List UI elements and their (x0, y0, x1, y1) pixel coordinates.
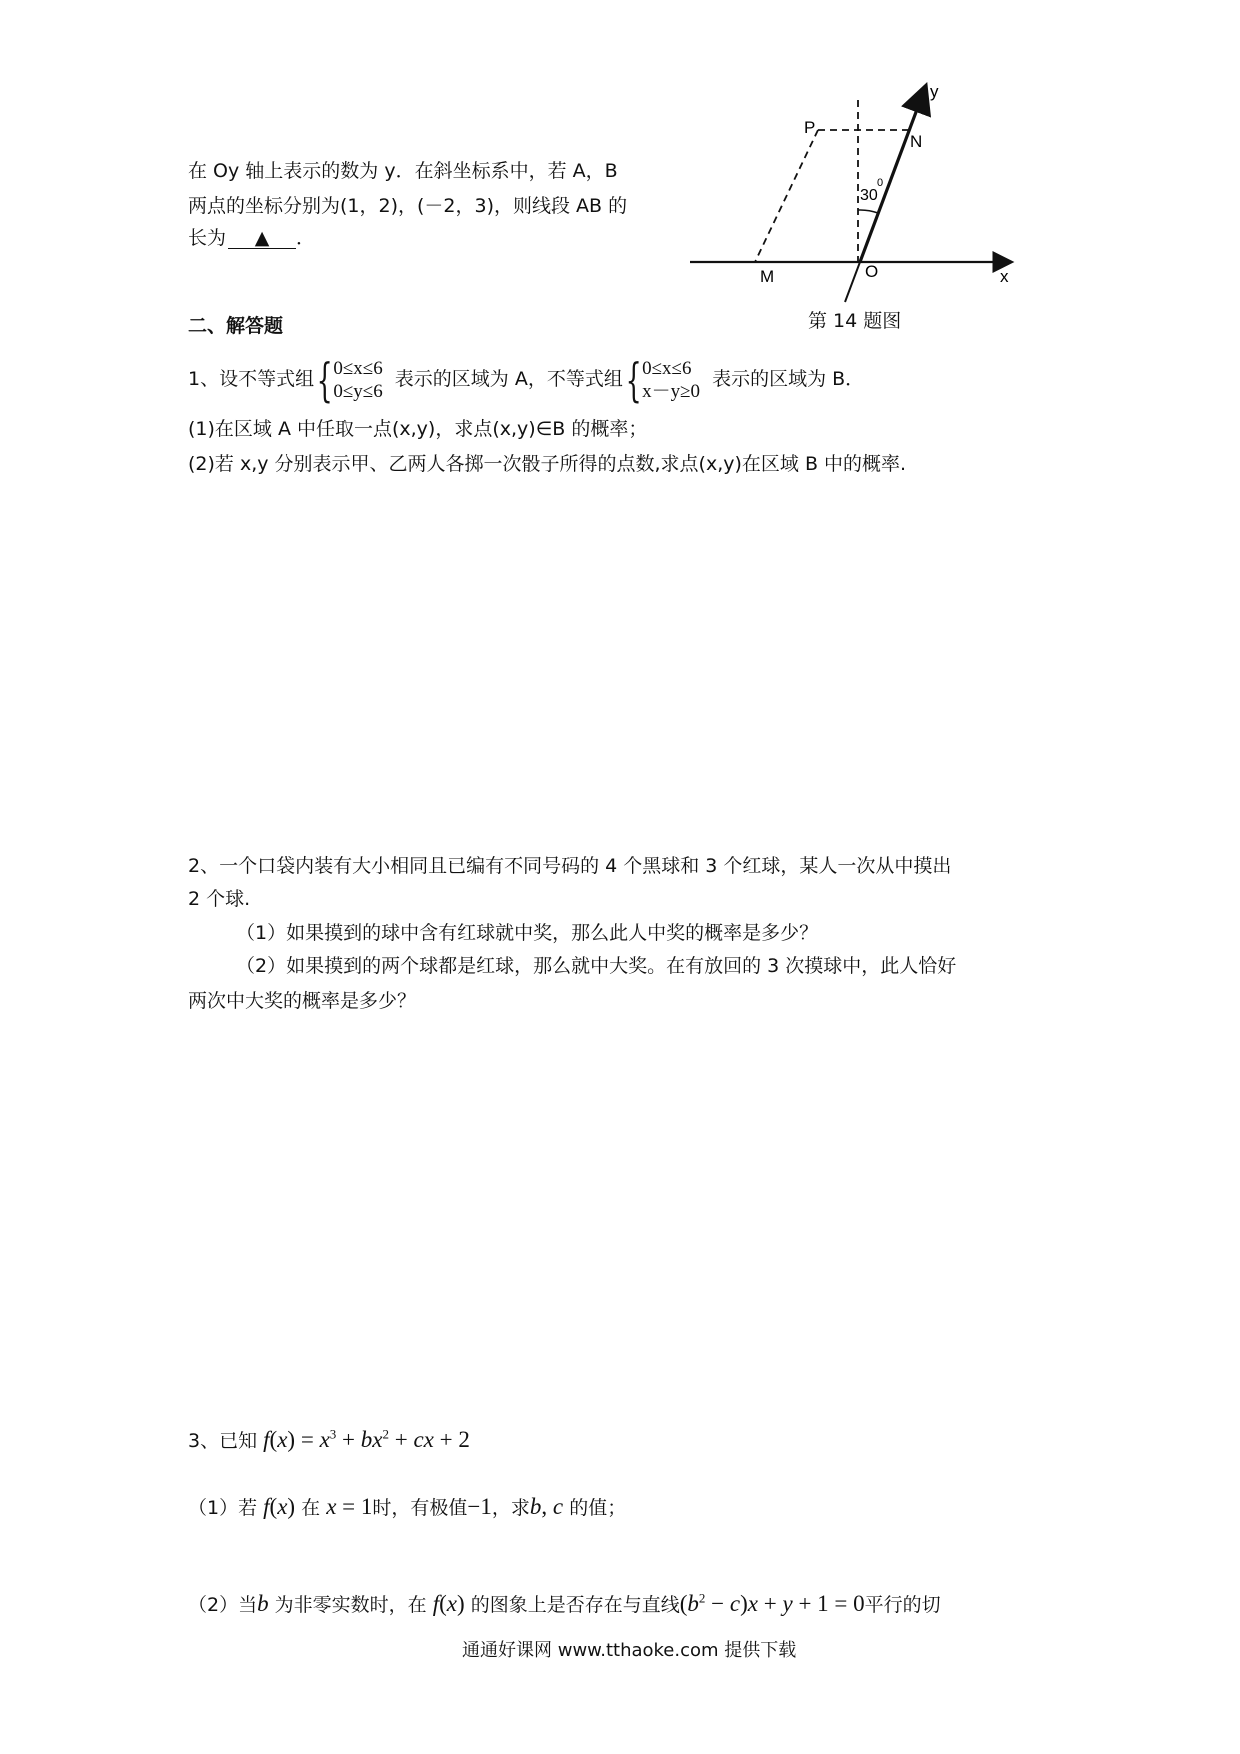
section-title: 二、解答题 (188, 315, 284, 337)
triangle-icon: ▲ (254, 227, 270, 249)
pm-dashed-line (755, 130, 818, 262)
label-x: x (1000, 267, 1009, 286)
p3-q2-mid2: 的图象上是否存在与直线 (470, 1594, 680, 1616)
q14-line-3 (188, 223, 315, 250)
label-o: O (865, 262, 879, 281)
system-b-ineq-1: 0≤x≤6 (642, 357, 692, 379)
answer-blank (228, 229, 296, 249)
left-brace-icon: { (625, 352, 642, 407)
q14-line-3-prefix: 长为 (188, 227, 227, 249)
p3-prefix: 3、已知 (188, 1430, 258, 1452)
problem-2-part-2-line-2: 两次中大奖的概率是多少？ (188, 990, 417, 1012)
problem-3-statement (188, 1426, 470, 1453)
p3-q1-pre: （1）若 (188, 1497, 258, 1519)
label-y: y (930, 82, 939, 101)
left-brace-icon: { (316, 352, 333, 407)
formula-b: b (257, 1591, 269, 1616)
angle-arc (858, 210, 878, 213)
p3-q2-post: 平行的切 (864, 1594, 941, 1616)
system-a-ineq-2: 0≤y≤6 (333, 380, 383, 402)
formula-b-c: b, c (529, 1494, 564, 1519)
figure-caption: 第 14 题图 (808, 310, 902, 332)
formula-fx: f(x) (263, 1494, 296, 1519)
p3-q2-pre: （2）当 (188, 1594, 258, 1616)
system-b-ineq-2: x－y≥0 (642, 380, 701, 402)
p1-suffix: 表示的区域为 B． (712, 368, 865, 390)
q14-line-2: 两点的坐标分别为(1，2)，(－2，3)，则线段 AB 的 (188, 195, 628, 217)
degree-mark: 0 (877, 177, 884, 189)
p3-q1-mid1: 在 (301, 1497, 321, 1519)
p1-middle: 表示的区域为 A，不等式组 (394, 368, 623, 390)
p3-q2-mid1: 为非零实数时，在 (274, 1594, 427, 1616)
formula-fx: f(x) (432, 1591, 465, 1616)
formula-x-equals-1: x = 1 (326, 1494, 373, 1519)
problem-1-part-1: (1)在区域 A 中任取一点(x,y)，求点(x,y)∈B 的概率； (188, 418, 648, 440)
problem-2-part-2-line-1: （2）如果摸到的两个球都是红球，那么就中大奖。在有放回的 3 次摸球中，此人恰好 (236, 955, 957, 977)
problem-1-part-2: (2)若 x,y 分别表示甲、乙两人各掷一次骰子所得的点数,求点(x,y)在区域 B 中的概率. (188, 453, 907, 475)
q14-line-1: 在 Oy 轴上表示的数为 y．在斜坐标系中，若 A，B (188, 160, 618, 182)
p3-q1-post: 的值； (569, 1497, 627, 1519)
p3-q1-mid2: 时，有极值 (372, 1497, 468, 1519)
problem-2-part-1: （1）如果摸到的球中含有红球就中奖，那么此人中奖的概率是多少？ (236, 922, 819, 944)
problem-3-part-1 (188, 1493, 626, 1520)
problem-2-line-1: 2、一个口袋内装有大小相同且已编有不同号码的 4 个黑球和 3 个红球，某人一次从中摸出 (188, 855, 952, 877)
footer-text: 通通好课网 www.tthaoke.com 提供下载 (462, 1640, 797, 1661)
label-n: N (910, 132, 923, 151)
label-p: P (804, 118, 816, 137)
system-a (333, 357, 382, 403)
p1-prefix: 1、设不等式组 (188, 368, 315, 390)
y-axis (860, 88, 925, 262)
problem-1-statement (188, 352, 865, 407)
formula-line-equation: $(b^2 - c)x + y + 1 = 0$ (679, 1590, 865, 1616)
label-m: M (760, 267, 775, 286)
system-a-ineq-1: 0≤x≤6 (333, 357, 383, 379)
angle-label: 30 (860, 187, 878, 204)
p3-q1-mid3: ，求 (491, 1497, 530, 1519)
q14-line-3-suffix: ． (296, 227, 316, 249)
y-axis-extension (845, 262, 860, 302)
problem-3-part-2 (188, 1590, 941, 1617)
formula-minus-1: −1 (467, 1494, 492, 1519)
problem-2-line-2: 2 个球. (188, 888, 251, 910)
system-b (642, 357, 700, 403)
q14-figure (680, 80, 1040, 340)
formula-f-definition: $f(x) = x^3 + bx^2$ + cx + 2 (263, 1426, 470, 1452)
